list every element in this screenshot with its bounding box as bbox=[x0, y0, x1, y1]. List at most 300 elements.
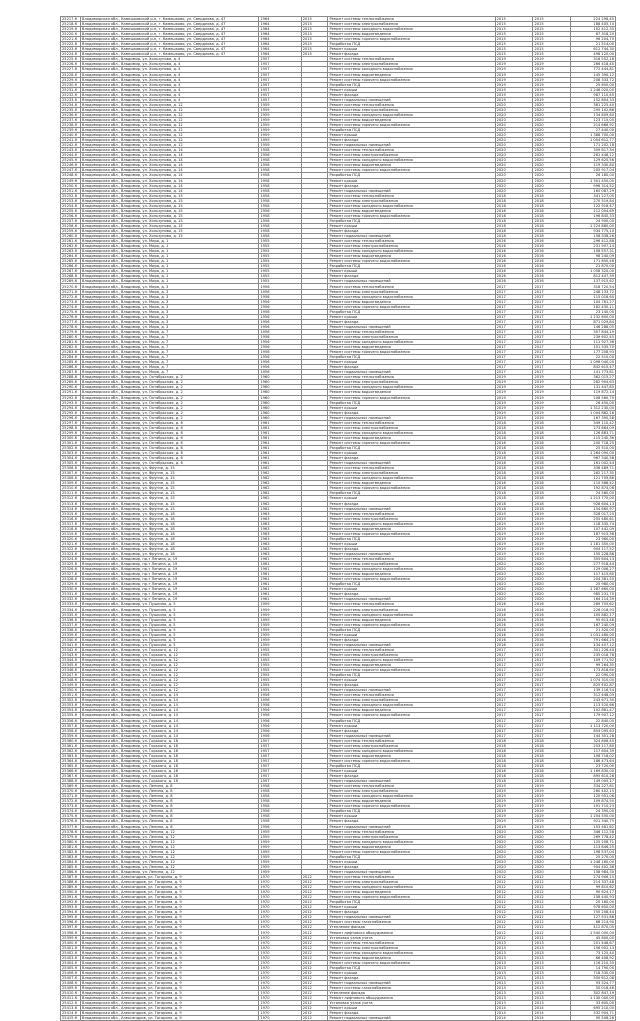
work-type-cell: Разработка ПСД bbox=[328, 400, 495, 405]
plan-end-cell: 2017 bbox=[533, 733, 571, 738]
address-cell: Владимирская обл., Камешковский р-н, г. Камешково, ул. Свердлова, д. 47 bbox=[81, 37, 259, 42]
record-id-cell: 25240-К bbox=[61, 133, 81, 138]
work-type-cell: Ремонт крыши bbox=[328, 223, 495, 228]
work-type-cell: Ремонт системы холодного водоснабжения bbox=[328, 567, 495, 572]
work-type-cell: Ремонт системы теплоснабжения bbox=[328, 647, 495, 652]
plan-end-cell: 2013 bbox=[533, 950, 571, 955]
year-built-cell: 1970 bbox=[259, 965, 301, 970]
amount-cell: 214 668,92 bbox=[571, 122, 616, 127]
plan-end-cell: 2016 bbox=[533, 274, 571, 279]
address-cell: Владимирская обл., Владимир, ул. Фрунзе, д. 15 bbox=[81, 491, 259, 496]
amount-cell: 772 444,81 bbox=[571, 67, 616, 72]
plan-end-cell: 2012 bbox=[533, 874, 571, 879]
amount-cell: 131 447,85 bbox=[571, 385, 616, 390]
plan-end-cell: 2020 bbox=[533, 138, 571, 143]
plan-start-cell: 2015 bbox=[495, 52, 533, 57]
record-id-cell: 25396-К bbox=[61, 920, 81, 925]
address-cell: Владимирская обл., Александров, ул. Гагарина, д. 9 bbox=[81, 895, 259, 900]
amount-cell: 22 840,00 bbox=[571, 718, 616, 723]
record-id-cell: 25393-К bbox=[61, 905, 81, 910]
plan-start-cell: 2019 bbox=[495, 541, 533, 546]
plan-end-cell: 2019 bbox=[533, 390, 571, 395]
plan-start-cell: 2018 bbox=[495, 768, 533, 773]
work-type-cell: Ремонт системы теплоснабжения bbox=[328, 829, 495, 834]
record-id-cell: 25400-К bbox=[61, 940, 81, 945]
plan-start-cell: 2016 bbox=[495, 602, 533, 607]
amount-cell: 25 510,00 bbox=[571, 445, 616, 450]
last-repair-year-cell: 2012 bbox=[301, 986, 328, 991]
work-type-cell: Ремонт крыши bbox=[328, 587, 495, 592]
plan-end-cell: 2016 bbox=[533, 612, 571, 617]
amount-cell: 119 872,14 bbox=[571, 390, 616, 395]
record-id-cell: 25275-К bbox=[61, 309, 81, 314]
plan-end-cell: 2017 bbox=[533, 652, 571, 657]
plan-end-cell: 2016 bbox=[533, 632, 571, 637]
table-body bbox=[61, 17, 616, 1021]
record-id-cell: 25363-К bbox=[61, 753, 81, 758]
record-id-cell: 25397-К bbox=[61, 925, 81, 930]
plan-start-cell: 2013 bbox=[495, 986, 533, 991]
plan-end-cell: 2018 bbox=[533, 748, 571, 753]
address-cell: Владимирская обл., Александров, ул. Гагарина, д. 9 bbox=[81, 940, 259, 945]
address-cell: Владимирская обл., Владимир, ул. Мира, д. 1 bbox=[81, 254, 259, 259]
work-type-cell: Ремонт системы газоснабжения bbox=[328, 986, 495, 991]
last-repair-year-cell: 2012 bbox=[301, 885, 328, 890]
address-cell: Владимирская обл., Владимир, ул. Октябрьская, д. 2 bbox=[81, 380, 259, 385]
amount-cell: 23 140,00 bbox=[571, 309, 616, 314]
work-type-cell: Разработка ПСД bbox=[328, 82, 495, 87]
amount-cell: 102 412,35 bbox=[571, 27, 616, 32]
amount-cell: 107 442,09 bbox=[571, 526, 616, 531]
work-type-cell: Ремонт системы электроснабжения bbox=[328, 789, 495, 794]
plan-end-cell: 2012 bbox=[533, 930, 571, 935]
address-cell: Владимирская обл., Владимир, ул. Мира, д. 3 bbox=[81, 304, 259, 309]
year-built-cell: 1956 bbox=[259, 360, 301, 365]
work-type-cell: Ремонт системы электроснабжения bbox=[328, 153, 495, 158]
plan-end-cell: 2019 bbox=[533, 72, 571, 77]
plan-end-cell: 2012 bbox=[533, 895, 571, 900]
record-id-cell: 25344-К bbox=[61, 657, 81, 662]
last-repair-year-cell: 2012 bbox=[301, 1011, 328, 1016]
address-cell: Владимирская обл., Владимир, ул. Хользунова, д. 12 bbox=[81, 128, 259, 133]
plan-start-cell: 2019 bbox=[495, 415, 533, 420]
plan-end-cell: 2012 bbox=[533, 880, 571, 885]
year-built-cell: 1963 bbox=[259, 531, 301, 536]
plan-end-cell: 2017 bbox=[533, 360, 571, 365]
record-id-cell: 25217-К bbox=[61, 17, 81, 22]
last-repair-year-cell: 2012 bbox=[301, 950, 328, 955]
record-id-cell: 25248-К bbox=[61, 173, 81, 178]
year-built-cell: 1957 bbox=[259, 774, 301, 779]
amount-cell: 145 390,12 bbox=[571, 72, 616, 77]
year-built-cell: 1958 bbox=[259, 814, 301, 819]
amount-cell: 1 248 160,00 bbox=[571, 859, 616, 864]
amount-cell: 750 208,44 bbox=[571, 910, 616, 915]
work-type-cell: Ремонт системы горячего водоснабжения bbox=[328, 395, 495, 400]
plan-start-cell: 2019 bbox=[495, 410, 533, 415]
record-id-cell: 25308-К bbox=[61, 476, 81, 481]
plan-start-cell: 2019 bbox=[495, 87, 533, 92]
plan-end-cell: 2016 bbox=[533, 244, 571, 249]
plan-end-cell: 2020 bbox=[533, 844, 571, 849]
address-cell: Владимирская обл., Владимир, ул. Ленина, д. 8 bbox=[81, 799, 259, 804]
amount-cell: 289 705,62 bbox=[571, 602, 616, 607]
plan-start-cell: 2019 bbox=[495, 784, 533, 789]
address-cell: Владимирская обл., Владимир, ул. Хользунова, д. 15 bbox=[81, 203, 259, 208]
work-type-cell: Разработка ПСД bbox=[328, 582, 495, 587]
work-type-cell: Ремонт фасада bbox=[328, 319, 495, 324]
amount-cell: 854 095,63 bbox=[571, 728, 616, 733]
record-id-cell: 25279-К bbox=[61, 329, 81, 334]
year-built-cell: 1961 bbox=[259, 557, 301, 562]
address-cell: Владимирская обл., Владимир, ул. Мира, д. 1 bbox=[81, 259, 259, 264]
plan-end-cell: 2019 bbox=[533, 511, 571, 516]
work-type-cell: Разработка ПСД bbox=[328, 128, 495, 133]
amount-cell: 21 870,00 bbox=[571, 264, 616, 269]
record-id-cell: 25345-К bbox=[61, 663, 81, 668]
work-type-cell: Ремонт крыши bbox=[328, 723, 495, 728]
work-type-cell: Ремонт системы холодного водоснабжения bbox=[328, 158, 495, 163]
address-cell: Владимирская обл., Владимир, ул. Хользунова, д. 4 bbox=[81, 82, 259, 87]
address-cell: Владимирская обл., Владимир, ул. Ленина, д. 12 bbox=[81, 854, 259, 859]
amount-cell: 301 226,40 bbox=[571, 647, 616, 652]
work-type-cell: Ремонт фасада bbox=[328, 592, 495, 597]
last-repair-year-cell: 2012 bbox=[301, 880, 328, 885]
amount-cell: 25 980,00 bbox=[571, 582, 616, 587]
amount-cell: 1 312 230,00 bbox=[571, 405, 616, 410]
amount-cell: 208 560,79 bbox=[571, 395, 616, 400]
amount-cell: 718 330,00 bbox=[571, 970, 616, 975]
plan-start-cell: 2018 bbox=[495, 466, 533, 471]
amount-cell: 105 882,17 bbox=[571, 612, 616, 617]
plan-end-cell: 2017 bbox=[533, 329, 571, 334]
work-type-cell: Ремонт фасада bbox=[328, 864, 495, 869]
plan-start-cell: 2019 bbox=[495, 57, 533, 62]
plan-start-cell: 2017 bbox=[495, 723, 533, 728]
work-type-cell: Ремонт крыши bbox=[328, 405, 495, 410]
address-cell: Владимирская обл., Владимир, ул. Фрунзе, д. 15 bbox=[81, 476, 259, 481]
work-type-cell: Ремонт фасада bbox=[328, 637, 495, 642]
year-built-cell: 1955 bbox=[259, 647, 301, 652]
year-built-cell: 1961 bbox=[259, 572, 301, 577]
year-built-cell: 1958 bbox=[259, 824, 301, 829]
record-id-cell: 25221-К bbox=[61, 37, 81, 42]
plan-end-cell: 2017 bbox=[533, 319, 571, 324]
year-built-cell: 1959 bbox=[259, 612, 301, 617]
address-cell: Владимирская обл., Владимир, ул. Ленина, д. 8 bbox=[81, 824, 259, 829]
work-type-cell: Разработка ПСД bbox=[328, 355, 495, 360]
year-built-cell: 1963 bbox=[259, 536, 301, 541]
work-type-cell: Ремонт системы холодного водоснабжения bbox=[328, 249, 495, 254]
record-id-cell: 25231-К bbox=[61, 87, 81, 92]
plan-start-cell: 2018 bbox=[495, 491, 533, 496]
work-type-cell: Ремонт системы теплоснабжения bbox=[328, 329, 495, 334]
address-cell: Владимирская обл., Владимир, ул. Хользунова, д. 14 bbox=[81, 158, 259, 163]
plan-end-cell: 2019 bbox=[533, 380, 571, 385]
plan-start-cell: 2017 bbox=[495, 314, 533, 319]
amount-cell: 113 520,66 bbox=[571, 703, 616, 708]
year-built-cell: 1958 bbox=[259, 794, 301, 799]
address-cell: Владимирская обл., Владимир, ул. Хользунова, д. 12 bbox=[81, 122, 259, 127]
year-built-cell: 1956 bbox=[259, 723, 301, 728]
record-id-cell: 25331-К bbox=[61, 592, 81, 597]
year-built-cell: 1958 bbox=[259, 208, 301, 213]
work-type-cell: Ремонт системы горячего водоснабжения bbox=[328, 668, 495, 673]
year-built-cell: 1955 bbox=[259, 678, 301, 683]
address-cell: Владимирская обл., Владимир, ул. Ленина, д. 12 bbox=[81, 834, 259, 839]
year-built-cell: 1958 bbox=[259, 804, 301, 809]
work-type-cell: Ремонт фасада bbox=[328, 683, 495, 688]
year-built-cell: 1961 bbox=[259, 430, 301, 435]
amount-cell: 1 246 020,00 bbox=[571, 87, 616, 92]
record-id-cell: 25348-К bbox=[61, 678, 81, 683]
address-cell: Владимирская обл., Владимир, ул. Ленина, д. 8 bbox=[81, 814, 259, 819]
record-id-cell: 25376-К bbox=[61, 819, 81, 824]
record-id-cell: 25297-К bbox=[61, 420, 81, 425]
plan-start-cell: 2020 bbox=[495, 834, 533, 839]
plan-start-cell: 2016 bbox=[495, 627, 533, 632]
address-cell: Владимирская обл., Владимир, ул. Мира, д. 1 bbox=[81, 239, 259, 244]
address-cell: Владимирская обл., Александров, ул. Гагарина, д. 9 bbox=[81, 986, 259, 991]
work-type-cell: Ремонт системы электроснабжения bbox=[328, 62, 495, 67]
amount-cell: 171 202,18 bbox=[571, 143, 616, 148]
work-type-cell: Ремонт системы холодного водоснабжения bbox=[328, 476, 495, 481]
year-built-cell: 1957 bbox=[259, 743, 301, 748]
record-id-cell: 25255-К bbox=[61, 208, 81, 213]
amount-cell: 1 287 660,00 bbox=[571, 587, 616, 592]
work-type-cell: Ремонт системы горячего водоснабжения bbox=[328, 486, 495, 491]
plan-end-cell: 2017 bbox=[533, 314, 571, 319]
record-id-cell: 25234-К bbox=[61, 102, 81, 107]
work-type-cell: Ремонт системы холодного водоснабжения bbox=[328, 385, 495, 390]
address-cell: Владимирская обл., Владимир, ул. Октябрьская, д. 2 bbox=[81, 375, 259, 380]
record-id-cell: 25299-К bbox=[61, 430, 81, 435]
plan-end-cell: 2020 bbox=[533, 163, 571, 168]
record-id-cell: 25292-К bbox=[61, 395, 81, 400]
record-id-cell: 25276-К bbox=[61, 314, 81, 319]
work-type-cell: Ремонт системы теплоснабжения bbox=[328, 420, 495, 425]
year-built-cell: 1970 bbox=[259, 986, 301, 991]
plan-start-cell: 2020 bbox=[495, 592, 533, 597]
work-type-cell: Ремонт системы теплоснабжения bbox=[328, 148, 495, 153]
year-built-cell: 1958 bbox=[259, 173, 301, 178]
plan-start-cell: 2017 bbox=[495, 678, 533, 683]
amount-cell: 182 430,11 bbox=[571, 304, 616, 309]
plan-end-cell: 2016 bbox=[533, 607, 571, 612]
plan-start-cell: 2018 bbox=[495, 430, 533, 435]
record-id-cell: 25395-К bbox=[61, 915, 81, 920]
plan-end-cell: 2019 bbox=[533, 551, 571, 556]
amount-cell: 192 874,06 bbox=[571, 486, 616, 491]
record-id-cell: 25325-К bbox=[61, 562, 81, 567]
work-type-cell: Ремонт системы теплоснабжения bbox=[328, 466, 495, 471]
year-built-cell: 1955 bbox=[259, 688, 301, 693]
plan-end-cell: 2018 bbox=[533, 774, 571, 779]
year-built-cell: 1958 bbox=[259, 234, 301, 239]
plan-end-cell: 2017 bbox=[533, 294, 571, 299]
record-id-cell: 25298-К bbox=[61, 425, 81, 430]
amount-cell: 987 110,45 bbox=[571, 92, 616, 97]
amount-cell: 243 671,30 bbox=[571, 698, 616, 703]
plan-end-cell: 2016 bbox=[533, 637, 571, 642]
plan-end-cell: 2020 bbox=[533, 582, 571, 587]
record-id-cell: 25304-К bbox=[61, 456, 81, 461]
amount-cell: 99 264,35 bbox=[571, 663, 616, 668]
address-cell: Владимирская обл., Владимир, ул. Хользунова, д. 15 bbox=[81, 193, 259, 198]
record-id-cell: 25399-К bbox=[61, 935, 81, 940]
amount-cell: 253 117,80 bbox=[571, 743, 616, 748]
plan-start-cell: 2017 bbox=[495, 350, 533, 355]
amount-cell: 791 664,25 bbox=[571, 637, 616, 642]
work-type-cell: Ремонт подвальных помещений bbox=[328, 506, 495, 511]
year-built-cell: 1956 bbox=[259, 334, 301, 339]
address-cell: Владимирская обл., Владимир, ул. Горького, д. 14 bbox=[81, 703, 259, 708]
plan-end-cell: 2012 bbox=[533, 920, 571, 925]
address-cell: Владимирская обл., Владимир, ул. Хользунова, д. 4 bbox=[81, 72, 259, 77]
year-built-cell: 1957 bbox=[259, 753, 301, 758]
record-id-cell: 25372-К bbox=[61, 799, 81, 804]
amount-cell: 1 213 770,00 bbox=[571, 496, 616, 501]
year-built-cell: 1970 bbox=[259, 900, 301, 905]
amount-cell: 895 610,28 bbox=[571, 774, 616, 779]
work-type-cell: Ремонт лифтового оборудования bbox=[328, 996, 495, 1001]
plan-start-cell: 2020 bbox=[495, 829, 533, 834]
plan-end-cell: 2020 bbox=[533, 117, 571, 122]
plan-start-cell: 2020 bbox=[495, 567, 533, 572]
address-cell: Владимирская обл., Владимир, ул. Хользунова, д. 14 bbox=[81, 178, 259, 183]
amount-cell: 137 915,62 bbox=[571, 279, 616, 284]
work-type-cell: Ремонт подвальных помещений bbox=[328, 1016, 495, 1021]
plan-start-cell: 2018 bbox=[495, 779, 533, 784]
plan-start-cell: 2017 bbox=[495, 668, 533, 673]
plan-start-cell: 2017 bbox=[495, 345, 533, 350]
plan-end-cell: 2020 bbox=[533, 148, 571, 153]
plan-end-cell: 2013 bbox=[533, 996, 571, 1001]
plan-end-cell: 2017 bbox=[533, 668, 571, 673]
address-cell: Владимирская обл., Владимир, ул. Октябрьская, д. 6 bbox=[81, 435, 259, 440]
amount-cell: 214 337,48 bbox=[571, 880, 616, 885]
address-cell: Владимирская обл., Владимир, ул. Пушкина, д. 5 bbox=[81, 627, 259, 632]
work-type-cell: Ремонт системы водоотведения bbox=[328, 435, 495, 440]
amount-cell: 871 029,84 bbox=[571, 319, 616, 324]
last-repair-year-cell: 2012 bbox=[301, 991, 328, 996]
work-type-cell: Ремонт системы электроснабжения bbox=[328, 834, 495, 839]
address-cell: Владимирская обл., Владимир, ул. Горького, д. 18 bbox=[81, 779, 259, 784]
year-built-cell: 1960 bbox=[259, 415, 301, 420]
plan-end-cell: 2017 bbox=[533, 324, 571, 329]
address-cell: Владимирская обл., Владимир, ул. Фрунзе, д. 15 bbox=[81, 496, 259, 501]
plan-start-cell: 2017 bbox=[495, 329, 533, 334]
year-built-cell: 1959 bbox=[259, 122, 301, 127]
plan-start-cell: 2018 bbox=[495, 456, 533, 461]
plan-end-cell: 2015 bbox=[533, 22, 571, 27]
address-cell: Владимирская обл., Владимир, ул. Октябрьская, д. 6 bbox=[81, 440, 259, 445]
plan-start-cell: 2012 bbox=[495, 910, 533, 915]
record-id-cell: 25328-К bbox=[61, 577, 81, 582]
work-type-cell: Разработка ПСД bbox=[328, 900, 495, 905]
address-cell: Владимирская обл., Александров, ул. Гагарина, д. 9 bbox=[81, 980, 259, 985]
work-type-cell: Ремонт системы горячего водоснабжения bbox=[328, 960, 495, 965]
plan-end-cell: 2019 bbox=[533, 375, 571, 380]
year-built-cell: 1959 bbox=[259, 864, 301, 869]
year-built-cell: 1959 bbox=[259, 107, 301, 112]
record-id-cell: 25404-К bbox=[61, 960, 81, 965]
work-type-cell: Ремонт подвальных помещений bbox=[328, 642, 495, 647]
address-cell: Владимирская обл., Владимир, ул. Фрунзе, д. 18 bbox=[81, 536, 259, 541]
work-type-cell: Ремонт подвальных помещений bbox=[328, 188, 495, 193]
amount-cell: 177 208,93 bbox=[571, 350, 616, 355]
plan-end-cell: 2018 bbox=[533, 218, 571, 223]
plan-start-cell: 2020 bbox=[495, 859, 533, 864]
work-type-cell: Ремонт системы теплоснабжения bbox=[328, 284, 495, 289]
address-cell: Владимирская обл., Владимир, ул. Ленина, д. 12 bbox=[81, 849, 259, 854]
plan-start-cell: 2013 bbox=[495, 970, 533, 975]
plan-start-cell: 2017 bbox=[495, 370, 533, 375]
year-built-cell: 1957 bbox=[259, 763, 301, 768]
record-id-cell: 25385-К bbox=[61, 864, 81, 869]
work-type-cell: Ремонт крыши bbox=[328, 360, 495, 365]
year-built-cell: 1961 bbox=[259, 461, 301, 466]
plan-end-cell: 2019 bbox=[533, 415, 571, 420]
work-type-cell: Ремонт системы водоотведения bbox=[328, 753, 495, 758]
plan-start-cell: 2018 bbox=[495, 451, 533, 456]
last-repair-year-cell: 2012 bbox=[301, 1001, 328, 1006]
work-type-cell: Ремонт системы электроснабжения bbox=[328, 289, 495, 294]
plan-end-cell: 2020 bbox=[533, 143, 571, 148]
plan-start-cell: 2017 bbox=[495, 713, 533, 718]
address-cell: Владимирская обл., Владимир, ул. Мира, д. 7 bbox=[81, 350, 259, 355]
amount-cell: 87 318,20 bbox=[571, 32, 616, 37]
amount-cell: 50 018,46 bbox=[571, 986, 616, 991]
work-type-cell: Ремонт крыши bbox=[328, 269, 495, 274]
plan-end-cell: 2014 bbox=[533, 1006, 571, 1011]
plan-end-cell: 2020 bbox=[533, 557, 571, 562]
work-type-cell: Ремонт системы электроснабжения bbox=[328, 698, 495, 703]
year-built-cell: 1959 bbox=[259, 138, 301, 143]
plan-end-cell: 2017 bbox=[533, 299, 571, 304]
work-type-cell: Разработка ПСД bbox=[328, 763, 495, 768]
record-id-cell: 25244-К bbox=[61, 153, 81, 158]
plan-end-cell: 2013 bbox=[533, 970, 571, 975]
plan-start-cell: 2019 bbox=[495, 526, 533, 531]
address-cell: Владимирская обл., Владимир, ул. Горького, д. 14 bbox=[81, 733, 259, 738]
year-built-cell: 1962 bbox=[259, 476, 301, 481]
amount-cell: 336 489,71 bbox=[571, 466, 616, 471]
work-type-cell: Разработка ПСД bbox=[328, 627, 495, 632]
work-type-cell: Ремонт системы электроснабжения bbox=[328, 334, 495, 339]
last-repair-year-cell: 2012 bbox=[301, 895, 328, 900]
record-id-cell: 25288-К bbox=[61, 375, 81, 380]
address-cell: Владимирская обл., Владимир, ул. Фрунзе, д. 18 bbox=[81, 521, 259, 526]
work-type-cell: Ремонт подвальных помещений bbox=[328, 869, 495, 874]
plan-start-cell: 2020 bbox=[495, 869, 533, 874]
plan-end-cell: 2019 bbox=[533, 526, 571, 531]
address-cell: Владимирская обл., Владимир, ул. Горького, д. 14 bbox=[81, 723, 259, 728]
address-cell: Владимирская обл., Владимир, ул. Мира, д. 7 bbox=[81, 340, 259, 345]
plan-start-cell: 2019 bbox=[495, 794, 533, 799]
address-cell: Владимирская обл., Владимир, ул. Фрунзе, д. 18 bbox=[81, 516, 259, 521]
plan-end-cell: 2020 bbox=[533, 112, 571, 117]
amount-cell: 1 004 882,16 bbox=[571, 410, 616, 415]
plan-end-cell: 2012 bbox=[533, 935, 571, 940]
work-type-cell: Ремонт фасада bbox=[328, 456, 495, 461]
address-cell: Владимирская обл., Владимир, ул. Ленина, д. 8 bbox=[81, 784, 259, 789]
plan-start-cell: 2017 bbox=[495, 365, 533, 370]
year-built-cell: 1955 bbox=[259, 254, 301, 259]
plan-start-cell: 2018 bbox=[495, 758, 533, 763]
plan-start-cell: 2018 bbox=[495, 471, 533, 476]
plan-start-cell: 2018 bbox=[495, 203, 533, 208]
